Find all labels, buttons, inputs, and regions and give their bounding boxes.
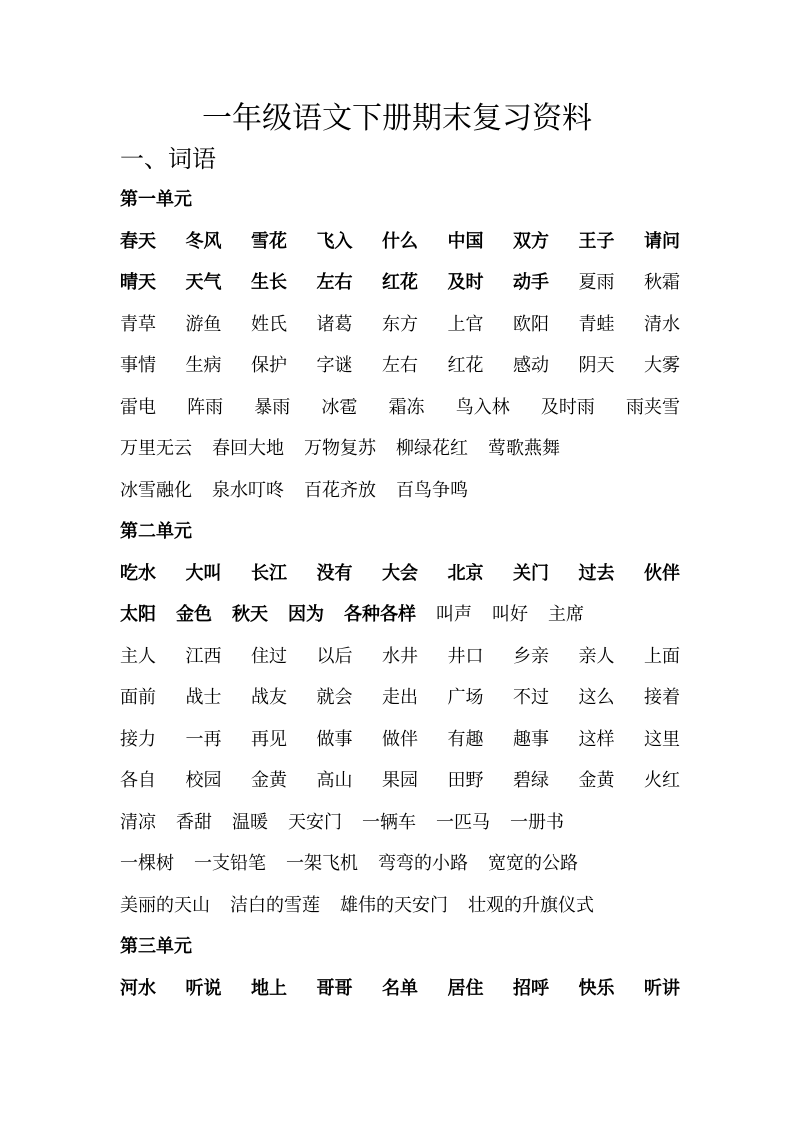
word-row [120, 470, 680, 512]
vocab-word: 乡亲 [513, 645, 549, 667]
vocab-word: 春天 [120, 230, 156, 252]
vocab-word: 一再 [185, 728, 222, 750]
vocab-word: 主席 [548, 604, 584, 625]
vocab-word: 夏雨 [578, 272, 615, 293]
vocab-word: 什么 [382, 230, 418, 252]
vocab-word: 各自 [120, 770, 156, 791]
vocab-word: 一辆车 [362, 811, 416, 833]
vocab-word: 这样 [578, 728, 615, 750]
word-row [120, 262, 680, 304]
vocab-word: 欧阳 [513, 313, 549, 335]
vocab-word: 做伴 [382, 728, 418, 750]
vocab-word: 居住 [447, 977, 484, 999]
vocab-word: 井口 [447, 645, 484, 667]
vocab-word: 再见 [251, 728, 287, 750]
vocab-word: 金黄 [578, 770, 615, 791]
word-row [120, 677, 680, 719]
vocab-word: 火红 [644, 770, 680, 791]
vocab-word: 姓氏 [251, 313, 287, 335]
vocab-word: 做事 [316, 728, 353, 750]
vocab-word: 左右 [316, 272, 353, 293]
word-row [120, 345, 680, 387]
vocab-word: 面前 [120, 687, 156, 708]
word-row [120, 304, 680, 346]
document-title: 一年级语文下册期末复习资料 [202, 101, 592, 136]
word-row [120, 885, 680, 927]
vocab-word: 春回大地 [212, 438, 284, 459]
vocab-word: 就会 [316, 687, 353, 708]
vocab-word: 一匹马 [436, 811, 490, 833]
vocab-word: 接着 [644, 687, 680, 708]
vocab-word: 泉水叮咚 [212, 479, 284, 501]
word-row [120, 594, 680, 636]
vocab-word: 碧绿 [513, 770, 549, 791]
unit-heading: 第三单元 [120, 936, 192, 957]
vocab-word: 大会 [382, 562, 418, 584]
vocab-word: 过去 [578, 562, 615, 584]
vocab-word: 感动 [513, 355, 549, 376]
vocab-word: 暴雨 [254, 396, 291, 418]
vocab-word: 洁白的雪莲 [230, 894, 320, 916]
vocab-word: 万物复苏 [304, 438, 376, 459]
vocab-word: 金色 [176, 604, 212, 625]
vocab-word: 听说 [185, 977, 222, 999]
vocab-word: 请问 [644, 230, 680, 252]
vocab-word: 天安门 [288, 811, 342, 833]
vocab-word: 河水 [120, 977, 156, 999]
vocab-word: 一棵树 [120, 853, 174, 874]
vocab-word: 王子 [578, 230, 615, 252]
vocab-word: 没有 [316, 562, 353, 584]
vocab-word: 关门 [513, 562, 549, 584]
vocab-word: 高山 [316, 770, 353, 791]
vocab-word: 双方 [513, 230, 549, 252]
vocab-word: 晴天 [120, 272, 156, 293]
vocab-word: 美丽的天山 [120, 894, 210, 916]
word-row [120, 553, 680, 595]
vocab-word: 趣事 [513, 728, 549, 750]
vocab-word: 上官 [447, 313, 484, 335]
vocab-word: 有趣 [447, 728, 484, 750]
vocab-word: 亲人 [578, 645, 615, 667]
vocab-word: 弯弯的小路 [378, 853, 468, 874]
vocab-word: 水井 [382, 645, 418, 667]
vocab-word: 叫声 [436, 604, 472, 625]
unit-heading: 第二单元 [120, 521, 192, 542]
vocab-word: 万里无云 [120, 438, 192, 459]
vocab-word: 一架飞机 [286, 853, 358, 874]
vocab-word: 走出 [382, 687, 418, 708]
vocab-word: 香甜 [176, 811, 212, 833]
vocab-word: 冰雪融化 [120, 479, 192, 501]
vocab-word: 百花齐放 [304, 479, 376, 501]
vocab-word: 诸葛 [316, 313, 353, 335]
vocab-word: 名单 [382, 977, 418, 999]
vocab-word: 快乐 [578, 977, 615, 999]
vocab-word: 阴天 [578, 355, 615, 376]
vocab-word: 东方 [382, 313, 418, 335]
unit-heading: 第一单元 [120, 189, 192, 210]
vocab-word: 果园 [382, 770, 418, 791]
vocab-word: 战士 [185, 687, 222, 708]
word-row [120, 802, 680, 844]
vocab-word: 天气 [185, 272, 222, 293]
vocab-word: 不过 [513, 687, 549, 708]
vocab-word: 青蛙 [578, 313, 615, 335]
vocab-word: 北京 [447, 562, 484, 584]
word-row [120, 221, 680, 263]
vocab-word: 冰雹 [321, 396, 358, 418]
word-row [120, 636, 680, 678]
vocab-word: 叫好 [492, 604, 528, 625]
vocab-word: 事情 [120, 355, 156, 376]
vocab-word: 田野 [447, 770, 484, 791]
word-row [120, 843, 680, 885]
vocab-word: 百鸟争鸣 [396, 479, 468, 501]
vocab-word: 游鱼 [185, 313, 222, 335]
vocab-word: 地上 [251, 977, 287, 999]
vocab-word: 以后 [316, 645, 353, 667]
vocab-word: 莺歌燕舞 [488, 438, 560, 459]
vocab-word: 一册书 [510, 811, 564, 833]
vocab-word: 江西 [185, 645, 222, 667]
vocab-word: 动手 [513, 272, 549, 293]
vocab-word: 因为 [288, 604, 324, 625]
vocab-word: 校园 [185, 770, 222, 791]
word-row [120, 428, 680, 470]
vocab-word: 生长 [251, 272, 287, 293]
vocab-word: 雄伟的天安门 [340, 894, 448, 916]
vocab-word: 及时雨 [540, 396, 595, 418]
vocab-word: 雪花 [251, 230, 287, 252]
vocab-word: 各种各样 [344, 604, 416, 625]
vocab-word: 清水 [644, 313, 680, 335]
vocab-word: 太阳 [120, 604, 156, 625]
vocab-word: 鸟入林 [455, 396, 510, 418]
word-row [120, 968, 680, 1010]
vocab-word: 保护 [251, 355, 287, 376]
vocab-word: 秋霜 [644, 272, 680, 293]
word-row [120, 387, 680, 429]
vocab-word: 住过 [251, 645, 287, 667]
vocab-word: 广场 [447, 687, 484, 708]
vocab-word: 及时 [447, 272, 484, 293]
vocab-word: 招呼 [513, 977, 549, 999]
vocab-word: 秋天 [232, 604, 268, 625]
vocab-word: 雷电 [120, 396, 156, 418]
vocab-word: 伙伴 [644, 562, 680, 584]
vocabulary-list [120, 179, 680, 1009]
vocab-word: 温暖 [232, 811, 268, 833]
vocab-word: 长江 [251, 562, 287, 584]
vocab-word: 战友 [251, 687, 287, 708]
vocab-word: 主人 [120, 645, 156, 667]
vocab-word: 青草 [120, 313, 156, 335]
section-heading: 一、词语 [120, 145, 216, 173]
vocab-word: 霜冻 [388, 396, 425, 418]
vocab-word: 中国 [447, 230, 484, 252]
vocab-word: 这么 [578, 687, 615, 708]
vocab-word: 雨夹雪 [625, 396, 680, 418]
vocab-word: 柳绿花红 [396, 438, 468, 459]
vocab-word: 上面 [644, 645, 680, 667]
vocab-word: 金黄 [251, 770, 287, 791]
vocab-word: 冬风 [185, 230, 222, 252]
vocab-word: 大雾 [644, 355, 680, 376]
vocab-word: 一支铅笔 [194, 853, 266, 874]
vocab-word: 壮观的升旗仪式 [468, 894, 594, 916]
vocab-word: 这里 [644, 728, 680, 750]
word-row [120, 760, 680, 802]
vocab-word: 吃水 [120, 562, 156, 584]
vocab-word: 生病 [185, 355, 222, 376]
vocab-word: 哥哥 [316, 977, 353, 999]
word-row [120, 719, 680, 761]
vocab-word: 大叫 [185, 562, 222, 584]
vocab-word: 字谜 [316, 355, 353, 376]
vocab-word: 红花 [447, 355, 484, 376]
vocab-word: 飞入 [316, 230, 353, 252]
vocab-word: 宽宽的公路 [488, 853, 578, 874]
vocab-word: 阵雨 [187, 396, 224, 418]
vocab-word: 左右 [382, 355, 418, 376]
vocab-word: 红花 [382, 272, 418, 293]
vocab-word: 听讲 [644, 977, 680, 999]
vocab-word: 接力 [120, 728, 156, 750]
vocab-word: 清凉 [120, 811, 156, 833]
